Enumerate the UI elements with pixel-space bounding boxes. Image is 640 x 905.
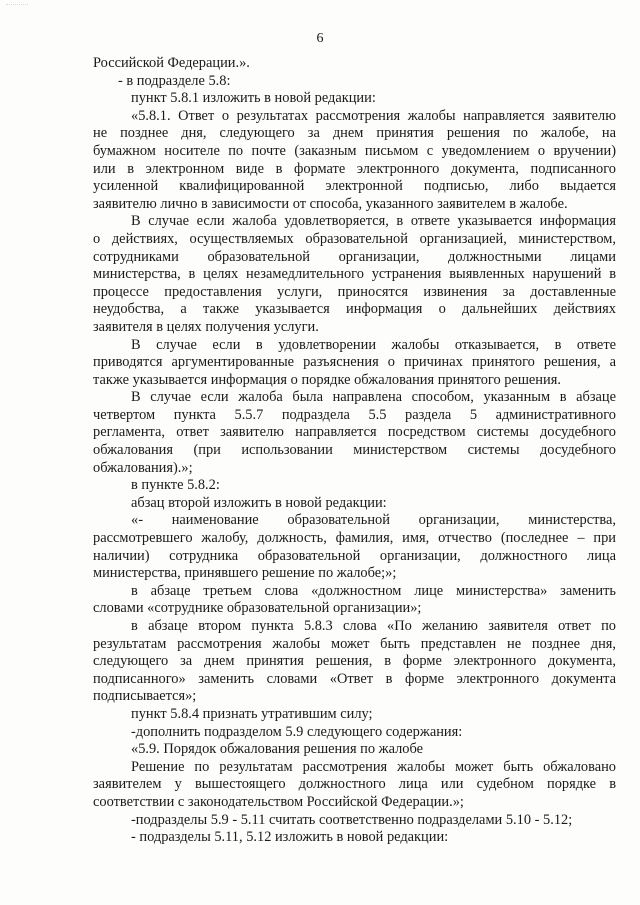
text-line: неудобства, а также указывается информация о дальнейших действиях [93, 301, 616, 318]
text-line: следующего за днем принятия решения, в форме электронного документа, [93, 653, 616, 670]
text-line: обжалования).»; [93, 459, 193, 476]
text-line: пункт 5.8.4 признать утратившим силу; [131, 705, 373, 722]
text-line: в абзаце втором пункта 5.8.3 слова «По желанию заявителя ответ по [131, 618, 616, 634]
text-line: словами «сотруднике образовательной организации»; [93, 600, 422, 617]
text-line: - подразделы 5.11, 5.12 изложить в новой редакции: [131, 829, 449, 846]
document-body [93, 55, 616, 847]
text-line: -дополнить подразделом 5.9 следующего содержания: [131, 723, 463, 740]
text-line: «5.9. Порядок обжалования решения по жалобе [131, 741, 424, 758]
text-line: регламента, ответ заявителю направляется посредством системы досудебного [93, 424, 616, 441]
text-line: -подразделы 5.9 - 5.11 считать соответственно подразделами 5.10 - 5.12; [131, 811, 573, 828]
text-line: или в электронном виде в формате электронного документа, подписанного [93, 160, 616, 177]
text-line: абзац второй изложить в новой редакции: [131, 494, 387, 511]
text-line: Российской Федерации.». [93, 55, 250, 71]
text-line: в пункте 5.8.2: [131, 477, 220, 494]
text-line: «5.8.1. Ответ о результатах рассмотрения жалобы направляется заявителю [131, 107, 616, 124]
scan-artifact [6, 4, 28, 9]
text-line: заявителю лично в зависимости от способа, указанного заявителем в жалобе. [93, 195, 568, 212]
text-line: подписанного» заменить словами «Ответ в форме электронного документа [93, 670, 616, 687]
text-line: министерства, в целях незамедлительного устранения выявленных нарушений в [93, 266, 616, 283]
text-line: приводятся аргументированные разъяснения о причинах принятого решения, а [93, 354, 616, 371]
text-line: сотрудниками образовательной организации, должностными лицами [93, 248, 616, 265]
text-line: не позднее дня, следующего за днем принятия решения по жалобе, на [93, 125, 616, 142]
text-line: заявителя в целях получения услуги. [93, 318, 319, 335]
text-line: наличии) сотрудника образовательной организации, должностного лица [93, 547, 616, 564]
text-line: в абзаце третьем слова «должностном лице министерства» заменить [131, 582, 616, 599]
text-line: В случае если жалоба была направлена способом, указанным в абзаце [131, 389, 616, 406]
text-line: Решение по результатам рассмотрения жалобы может быть обжаловано [131, 758, 616, 775]
text-line: подписывается»; [93, 688, 197, 705]
text-line: В случае если жалоба удовлетворяется, в ответе указывается информация [131, 213, 616, 230]
text-line: В случае если в удовлетворении жалобы отказывается, в ответе [131, 336, 616, 353]
text-line: рассмотревшего жалобу, должность, фамилия, имя, отчество (последнее – при [93, 530, 616, 547]
text-line: - в подразделе 5.8: [118, 72, 231, 89]
text-line: обжалования (при использовании министерством системы досудебного [93, 442, 616, 459]
text-line: заявителем у вышестоящего должностного лица или судебном порядке в [93, 776, 616, 793]
text-line: усиленной квалифицированной электронной подписью, либо выдается [93, 178, 616, 195]
text-line: министерства, принявшего решение по жалобе;»; [93, 565, 397, 582]
text-line: четвертом пункта 5.5.7 подраздела 5.5 раздела 5 административного [93, 406, 616, 423]
text-line: также указывается информация о порядке обжалования принятого решения. [93, 371, 561, 388]
text-line: пункт 5.8.1 изложить в новой редакции: [131, 90, 376, 107]
text-line: о действиях, осуществляемых образовательной организацией, министерством, [93, 230, 616, 247]
text-line: соответствии с законодательством Российской Федерации.»; [93, 793, 464, 810]
text-line: бумажном носителе по почте (заказным письмом с уведомлением о вручении) [93, 142, 616, 159]
page-number: 6 [316, 31, 324, 46]
text-line: «- наименование образовательной организации, министерства, [131, 512, 616, 529]
text-line: результатам рассмотрения жалобы может быть представлен не позднее дня, [93, 635, 616, 652]
text-line: процессе предоставления услуги, приносятся извинения за доставленные [93, 283, 616, 300]
